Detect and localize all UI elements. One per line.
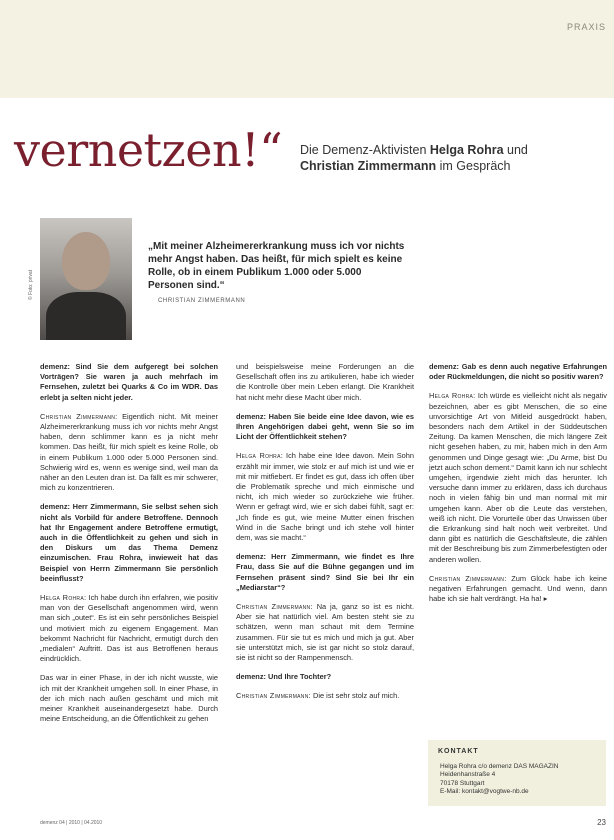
speaker-name: Christian Zimmermann: bbox=[236, 691, 311, 701]
interview-answer bbox=[236, 451, 414, 543]
contact-line: 70178 Stuttgart bbox=[440, 779, 485, 787]
subtitle-person-1: Helga Rohra bbox=[429, 143, 504, 157]
interview-question: demenz: Sind Sie dem aufgeregt bei solchen Vorträgen? Sie waren ja auch mehrfach im Fernsehen, zuletzt bei Quarks & Co im WDR. Das erlebt ja selten nicht jeder. bbox=[40, 362, 218, 402]
answer-text: Zum Glück habe ich keine negativen Erfahrungen gemacht. Und wenn, dann habe ich sie halt verdrängt. Ha ha! ▸ bbox=[429, 573, 608, 604]
answer-text: Ich habe eine Idee davon. Mein Sohn erzählt mir immer, wie stolz er auf mich ist und wie er mit mir mitfiebert. Er findet es gut, dass ich offen über die Problematik spreche und mich einmische und nicht, ich mich wieder so zurückziehe wie früher. Wenn er gefragt wird, wie er sich dabei fühlt, sagt er: „Ich finde es gut, wie meine Mutter einen frischen Wind in die Sache bringt und ich stehe voll hinter dem, was sie macht.“ bbox=[236, 451, 414, 543]
answer-text: und beispielsweise meine Forderungen an die Gesellschaft offen ins zu artikulieren, habe ich wieder die Kontrolle über mein Leben erlangt. Die Krankheit hat nicht mehr diese Macht über mich. bbox=[236, 362, 414, 402]
speaker-name: Christian Zimmermann: bbox=[429, 573, 507, 583]
interview-question: demenz: Herr Zimmermann, Sie selbst sehen sich nicht als Vorbild für andere Betroffene. Dennoch hat Ihr Engagement andere Betroffene ermutigt, auch in die Öffentlichkeit zu gehen und sich in den Diskurs um das Thema Demenz einzumischen. Frau Rohra, inwieweit hat das Beispiel von Herrn Zimmermann Sie persönlich beeinflusst? bbox=[40, 502, 218, 583]
page-number: 23 bbox=[597, 818, 606, 827]
pull-quote: „Mit meiner Alzheimererkrankung muss ich vor nichts mehr Angst haben. Das heißt, für mich spielt es keine Rolle, ob in einem Publikum 1.000 oder 5.000 Personen sind.“ bbox=[148, 241, 405, 291]
article-headline: vernetzen!“ bbox=[14, 123, 283, 177]
contact-line: Helga Rohra c/o demenz DAS MAGAZIN bbox=[440, 762, 559, 770]
subtitle-suffix: im Gespräch bbox=[436, 159, 511, 173]
answer-text: Eigentlich nicht. Mit meiner Alzheimererkrankung muss ich vor nichts mehr Angst haben, denn schlimmer kann es ja nicht mehr kommen. Das heißt, für mich spielt es keine Rolle, ob in einem Publikum 1.000 oder 5.000 Personen sind. Schwierig wird es, wenn es wenige sind, weil man da näher an den Leuten dran ist. Da fällt es mir schwerer, mich zu konzentrieren. bbox=[40, 411, 218, 493]
pull-quote-author: CHRISTIAN ZIMMERMANN bbox=[158, 298, 246, 304]
interview-answer bbox=[236, 602, 414, 663]
text-column-3 bbox=[429, 362, 607, 613]
photo-credit: © Foto: privat bbox=[28, 269, 34, 300]
speaker-name: Christian Zimmermann: bbox=[236, 602, 313, 612]
answer-text: Die ist sehr stolz auf mich. bbox=[310, 691, 400, 701]
contact-title: KONTAKT bbox=[438, 748, 479, 755]
article-subtitle bbox=[300, 142, 600, 174]
interview-answer bbox=[236, 691, 414, 701]
interview-question: demenz: Haben Sie beide eine Idee davon, wie es Ihren Angehörigen dabei geht, wenn Sie so im Licht der Öffentlichkeit stehen? bbox=[236, 411, 414, 442]
subtitle-prefix: Die Demenz-Aktivisten bbox=[300, 143, 430, 157]
speaker-name: Helga Rohra: bbox=[40, 593, 87, 603]
text-column-1 bbox=[40, 362, 218, 734]
speaker-name: Christian Zimmermann: bbox=[40, 411, 118, 421]
contact-line: Heidenhanstraße 4 bbox=[440, 771, 496, 779]
text-column-2 bbox=[236, 362, 414, 711]
portrait-body bbox=[46, 292, 126, 340]
interview-question: demenz: Gab es denn auch negative Erfahrungen oder Rückmeldungen, die nicht so positiv waren? bbox=[429, 362, 607, 382]
interview-question: demenz: Und Ihre Tochter? bbox=[236, 672, 332, 682]
contact-box bbox=[428, 740, 606, 806]
subtitle-and: und bbox=[503, 143, 528, 157]
answer-text: Ich würde es vielleicht nicht als negativ bezeichnen, aber es gibt Menschen, die so eine unvorsichtige Art von Mitleid ausgedrückt haben, besonders nach dem Artikel in der Süddeutschen Zeitung. Da kamen Menschen, die mich längere Zeit nicht gesehen haben, zu mir, haben mich in den Arm genommen und Dinge gesagt wie: „Du Arme, bist Du jetzt auch schon dement.“ Damit kann ich nur schlecht umgehen, irgendwie zieht mich das herunter. Ich versuche dann immer zu erklären, dass ich durchaus noch in vielen fähig bin und man normal mit mir umgehen kann. Aber ob die Leute das verstehen, weiß ich nicht. Die Vorurteile über das Unwissen über die Erkrankung sind halt noch weit verbreitet. Und dann gibt es natürlich die Geschäftsleute, die zählen mit der Beschreibung bis zum Zimmerbefestigten oder anderen wollen. bbox=[429, 391, 608, 564]
section-tag: PRAXIS bbox=[566, 22, 606, 32]
interview-answer bbox=[40, 593, 218, 664]
speaker-name: Helga Rohra: bbox=[429, 391, 476, 401]
footer-issue: demenz 04 | 2010 | 04.2010 bbox=[40, 820, 103, 826]
answer-text: Ich habe durch ihn erfahren, wie positiv man von der Gesellschaft angenommen wird, wenn man sich „outet“. Es ist ein sehr persönliches Beispiel und motiviert mich zu eigenem Engagement. Man bekommt Nachricht für Nachricht, ermutigt durch den „medialen“ Auftritt. Das ist aus Betroffenen heraus eindrücklich. bbox=[40, 593, 218, 664]
answer-text: Na ja, ganz so ist es nicht. Aber sie hat natürlich viel. Am besten steht sie zu schätzen, wenn man schaut mit dem Termine zusammen. Für sie tut es mich und mich ja gut. Aber sie unterstützt mich, sie ist gar nicht so stolz darauf, sie ist nicht so der Rampenmensch. bbox=[236, 602, 414, 663]
interview-answer bbox=[40, 412, 218, 494]
interview-question: demenz: Herr Zimmermann, wie findet es Ihre Frau, dass Sie auf die Bühne gegangen und im Fernsehen präsent sind? Sind Sie bei Ihr ein „Mediarstar“? bbox=[236, 552, 414, 592]
answer-text: Das war in einer Phase, in der ich nicht wusste, wie ich mit der Krankheit umgehen soll. In einer Phase, in der ich mich nach außen geschämt und mich mit meiner Krankheit auseinandergesetzt habe. Durch meine Entscheidung, an die Öffentlichkeit zu gehen bbox=[40, 673, 218, 724]
header-band bbox=[0, 0, 614, 98]
interview-answer bbox=[40, 673, 218, 724]
speaker-name: Helga Rohra: bbox=[236, 451, 284, 461]
portrait-photo bbox=[40, 218, 132, 340]
portrait-head bbox=[62, 232, 110, 290]
interview-answer bbox=[236, 362, 414, 403]
interview-answer bbox=[429, 391, 607, 564]
subtitle-person-2: Christian Zimmermann bbox=[300, 159, 437, 173]
interview-answer bbox=[429, 574, 607, 605]
contact-email[interactable]: E-Mail: kontakt@vogtwe-nb.de bbox=[440, 788, 529, 796]
